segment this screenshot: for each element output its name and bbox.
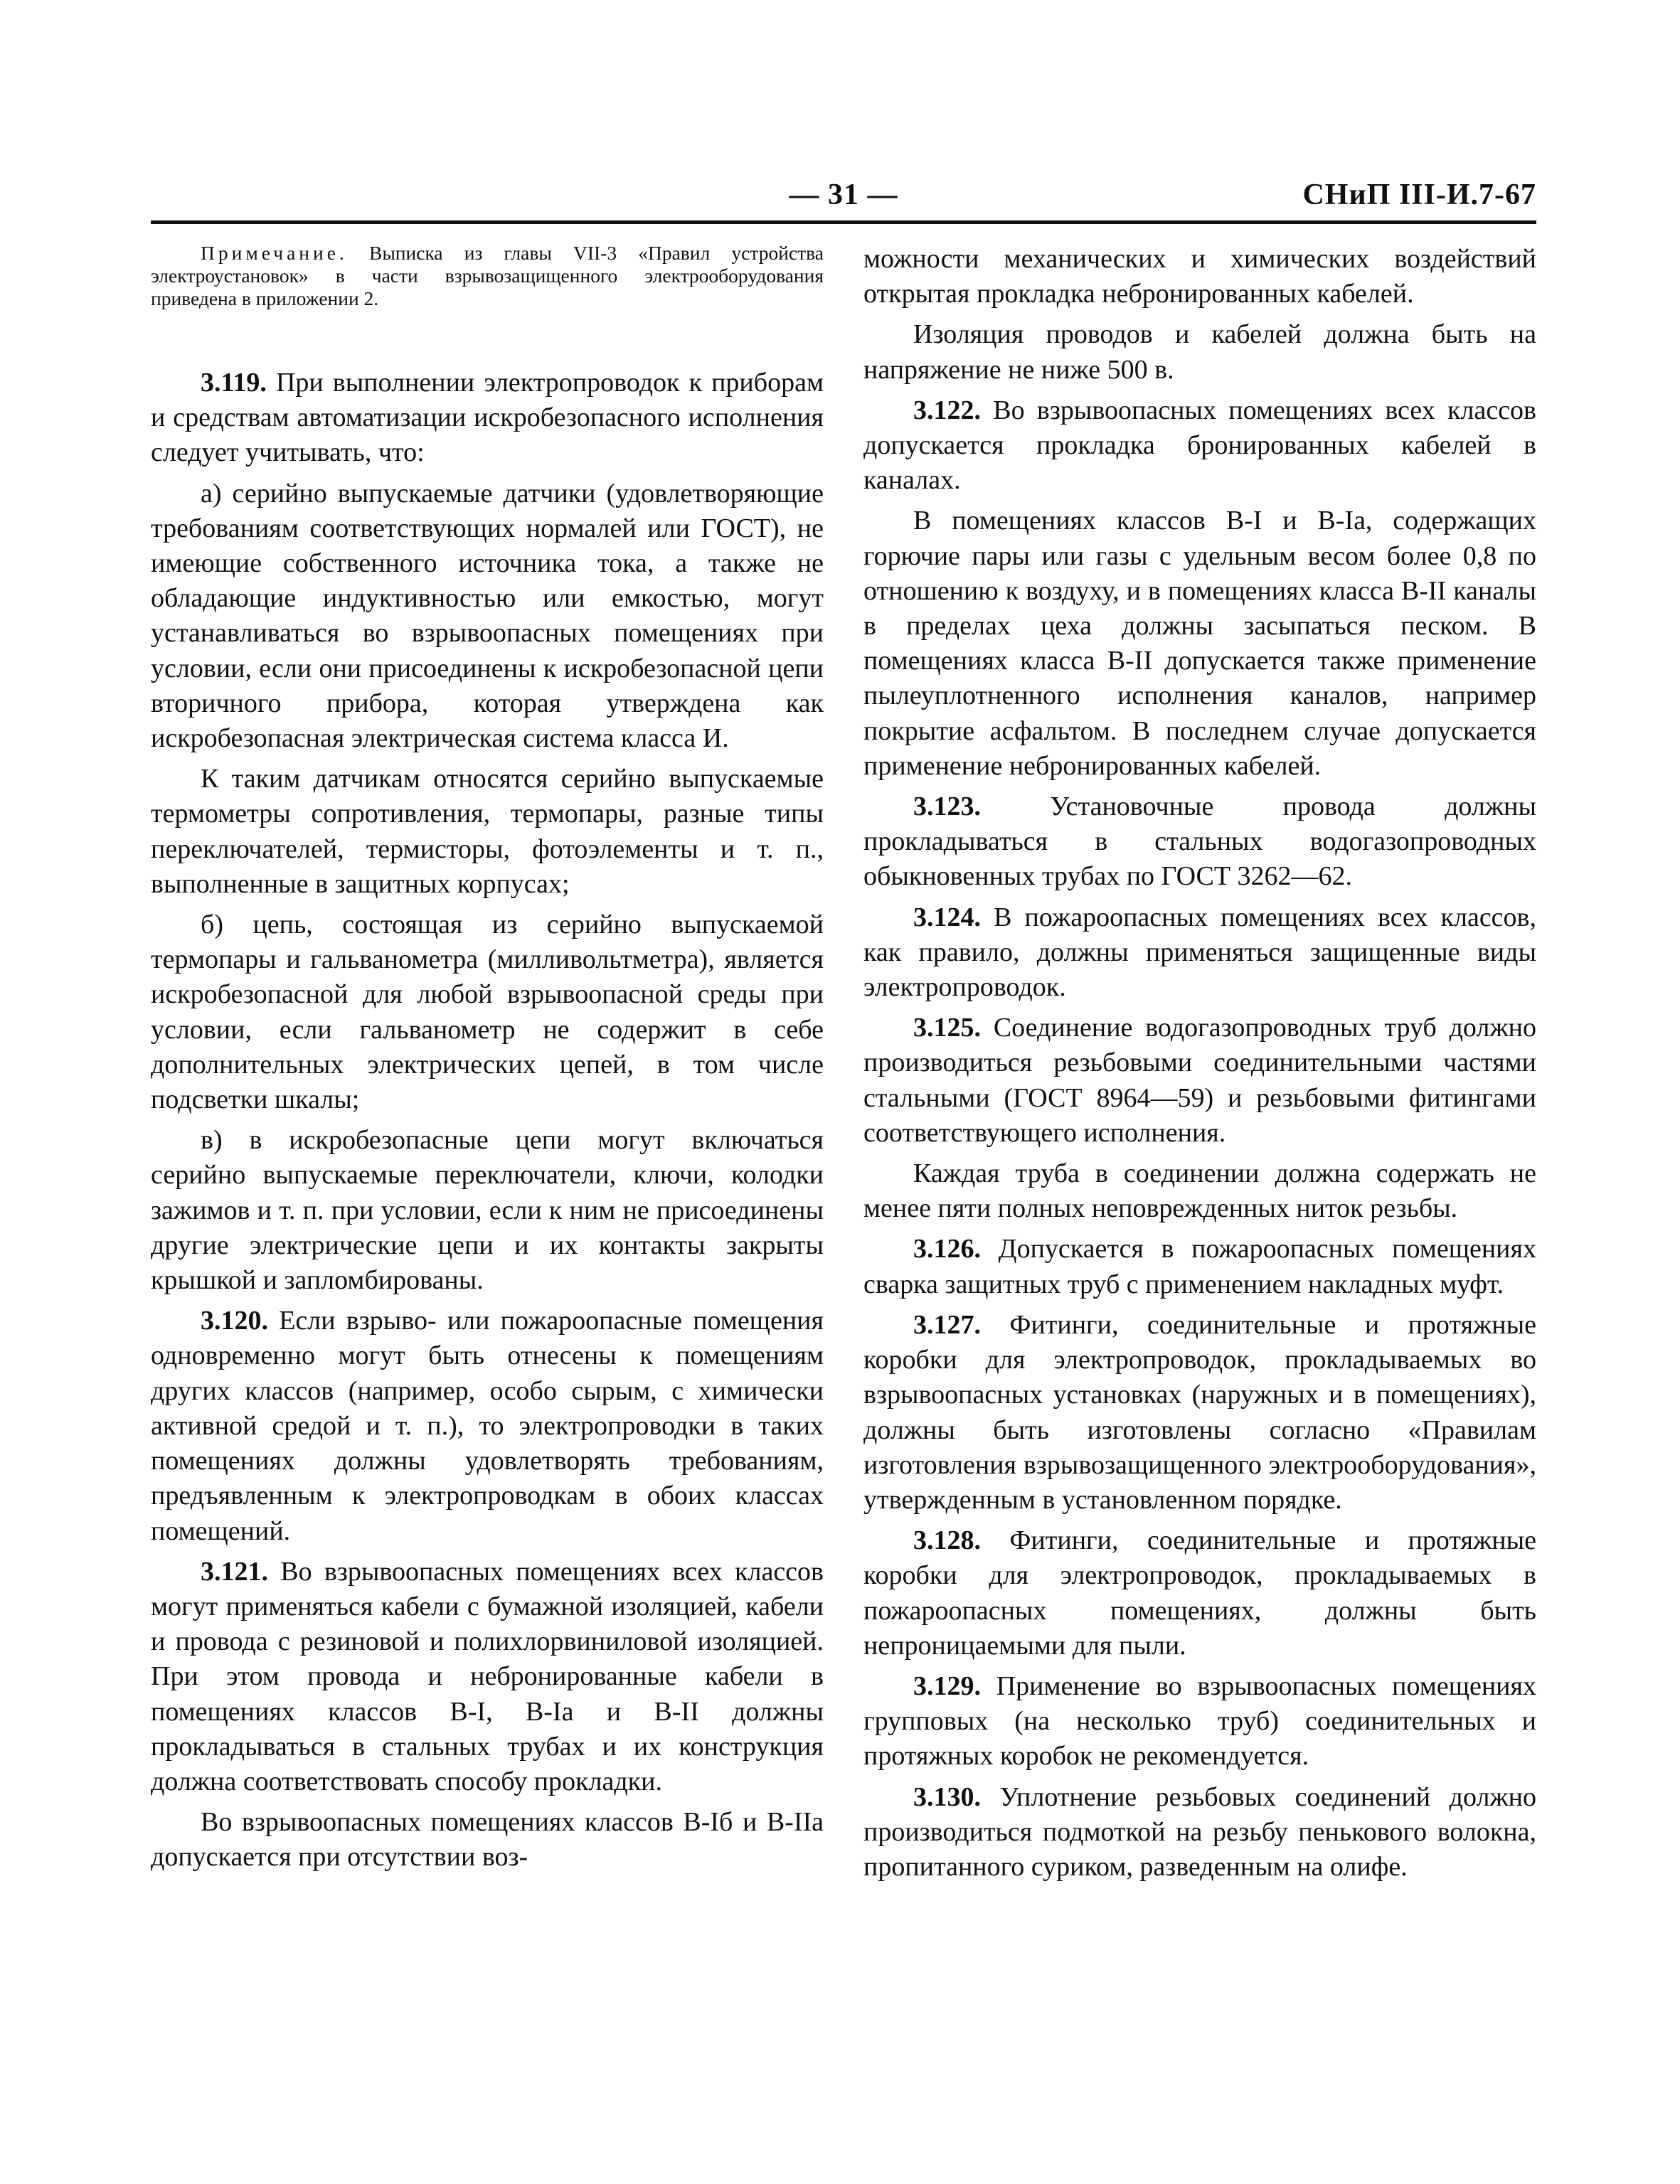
right-column [863,242,1536,1890]
paragraph [151,1123,824,1298]
paragraph-text: При выполнении электропроводок к приборам и средствам автоматизации искробезопасного исполнения следует учитывать, что: [151,368,824,468]
paragraph-text: Изоляция проводов и кабелей должна быть на напряжение не ниже 500 в. [863,319,1536,385]
clause-number: 3.126. [913,1234,981,1264]
paragraph-text: Фитинги, соединительные и протяжные коробки для электропроводок, прокладываемых в пожароопасных помещениях, должны быть непроницаемыми для пыли. [863,1525,1536,1661]
paragraph-text: В пожароопасных помещениях всех классов, как правило, должны применяться защищенные виды электропроводок. [863,902,1536,1003]
page-number: — 31 — [789,179,898,211]
paragraph [151,1304,824,1548]
left-paragraphs [151,366,824,1875]
clause-number: 3.120. [201,1306,268,1336]
clause-number: 3.119. [201,368,267,398]
paragraph-text: Во взрывоопасных помещениях классов В-Iб и В-IIа допускается при отсутствии воз- [151,1807,824,1873]
clause-number: 3.122. [913,395,981,425]
paragraph [863,789,1536,895]
paragraph [151,1805,824,1875]
paragraph [151,762,824,902]
clause-number: 3.129. [913,1671,981,1701]
paragraph [863,900,1536,1006]
paragraph [863,1232,1536,1301]
paragraph [863,1011,1536,1151]
paragraph-text: а) серийно выпускаемые датчики (удовлетворяющие требованиям соответствующих нормалей или ГОСТ), не имеющие собственного источника тока, а также не обладающие индуктивностью или емкостью, могут устанавливаться во взрывоопасных помещениях при условии, если они присоединены к искробезопасной цепи вторичного прибора, которая утверждена как искробезопасная электрическая система класса И. [151,478,824,754]
right-paragraphs [863,242,1536,1885]
paragraph [863,1780,1536,1885]
page-header [151,178,1536,220]
clause-number: 3.128. [913,1525,981,1556]
paragraph-text: Допускается в пожароопасных помещениях сварка защитных труб с применением накладных муфт. [863,1234,1536,1299]
paragraph [863,1669,1536,1774]
paragraph-text: Во взрывоопасных помещениях всех классов допускается прокладка бронированных кабелей в каналах. [863,395,1536,496]
clause-number: 3.121. [201,1556,268,1587]
paragraph-text: Если взрыво- или пожароопасные помещения одновременно могут быть отнесены к помещениям других классов (например, особо сырым, с химически активной средой и т. п.), то электропроводки в таких помещениях должны удовлетворять требованиям, предъявленным к электропроводкам в обоих классах помещений. [151,1306,824,1546]
paragraph-text: К таким датчикам относятся серийно выпускаемые термометры сопротивления, термопары, разные типы переключателей, термисторы, фотоэлементы и т. п., выполненные в защитных корпусах; [151,764,824,899]
clause-number: 3.123. [913,792,981,822]
clause-number: 3.127. [913,1309,981,1340]
paragraph-text: Соединение водогазопроводных труб должно производиться резьбовыми соединительными частями стальными (ГОСТ 8964—59) и резьбовыми фитингами соответствующего исполнения. [863,1013,1536,1148]
paragraph [863,1523,1536,1663]
note-text: Выписка из главы VII-3 «Правил устройства электроустановок» в части взрывозащищенного электрооборудования приведена в приложении 2. [151,242,824,309]
paragraph [863,1156,1536,1226]
note [151,242,824,310]
paragraph [863,242,1536,311]
paragraph [151,907,824,1117]
paragraph-text: б) цепь, состоящая из серийно выпускаемой термопары и гальванометра (милливольтметра), является искробезопасной для любой взрывоопасной среды при условии, если гальванометр не содержит в себе дополнительных электрических цепей, в том числе подсветки шкалы; [151,910,824,1115]
paragraph [863,504,1536,784]
paragraph [863,393,1536,499]
paragraph-text: Применение во взрывоопасных помещениях групповых (на несколько труб) соединительных и протяжных коробок не рекомендуется. [863,1671,1536,1772]
paragraph [151,476,824,757]
left-column [151,242,824,1881]
paragraph-text: Фитинги, соединительные и протяжные коробки для электропроводок, прокладываемых во взрывоопасных установках (наружных и в помещениях), должны быть изготовлены согласно «Правилам изготовления взрывозащищенного электрооборудования», утвержденным в установленном порядке. [863,1309,1536,1515]
paragraph-text: в) в искробезопасные цепи могут включаться серийно выпускаемые переключатели, ключи, колодки зажимов и т. п. при условии, если к ним не присоединены другие электрические цепи и их контакты закрыты крышкой и запломбированы. [151,1125,824,1296]
paragraph [151,1555,824,1799]
clause-number: 3.130. [913,1781,981,1812]
paragraph-text: В помещениях классов В-I и В-Ia, содержащих горючие пары или газы с удельным весом более 0,8 по отношению к воздуху, и в помещениях класса В-II каналы в пределах цеха должны засыпаться песком. В помещениях класса В-II допускается также применение пылеуплотненного исполнения каналов, например покрытие асфальтом. В последнем случае допускается применение небронированных кабелей. [863,506,1536,781]
document-code: СНиП III-И.7-67 [1302,179,1536,211]
paragraph-text: Установочные провода должны прокладываться в стальных водогазопроводных обыкновенных трубах по ГОСТ 3262—62. [863,792,1536,892]
paragraph [863,1308,1536,1518]
header-rule [151,220,1536,224]
clause-number: 3.125. [913,1013,981,1043]
paragraph-text: Во взрывоопасных помещениях всех классов могут применяться кабели с бумажной изоляцией, кабели и провода с резиновой и полихлорвиниловой изоляцией. При этом провода и небронированные кабели в помещениях классов В-I, В-Ia и В-II должны прокладываться в стальных трубах и их конструкция должна соответствовать способу прокладки. [151,1556,824,1796]
paragraph [151,366,824,471]
paragraph-text: можности механических и химических воздействий открытая прокладка небронированных кабелей. [863,244,1536,309]
paragraph-text: Уплотнение резьбовых соединений должно производиться подмоткой на резьбу пенькового волокна, пропитанного суриком, разведенным на олифе. [863,1781,1536,1882]
note-label: Примечание. [201,242,348,264]
paragraph-text: Каждая труба в соединении должна содержать не менее пяти полных неповрежденных ниток резьбы. [863,1158,1536,1224]
clause-number: 3.124. [913,902,981,932]
paragraph [863,317,1536,387]
